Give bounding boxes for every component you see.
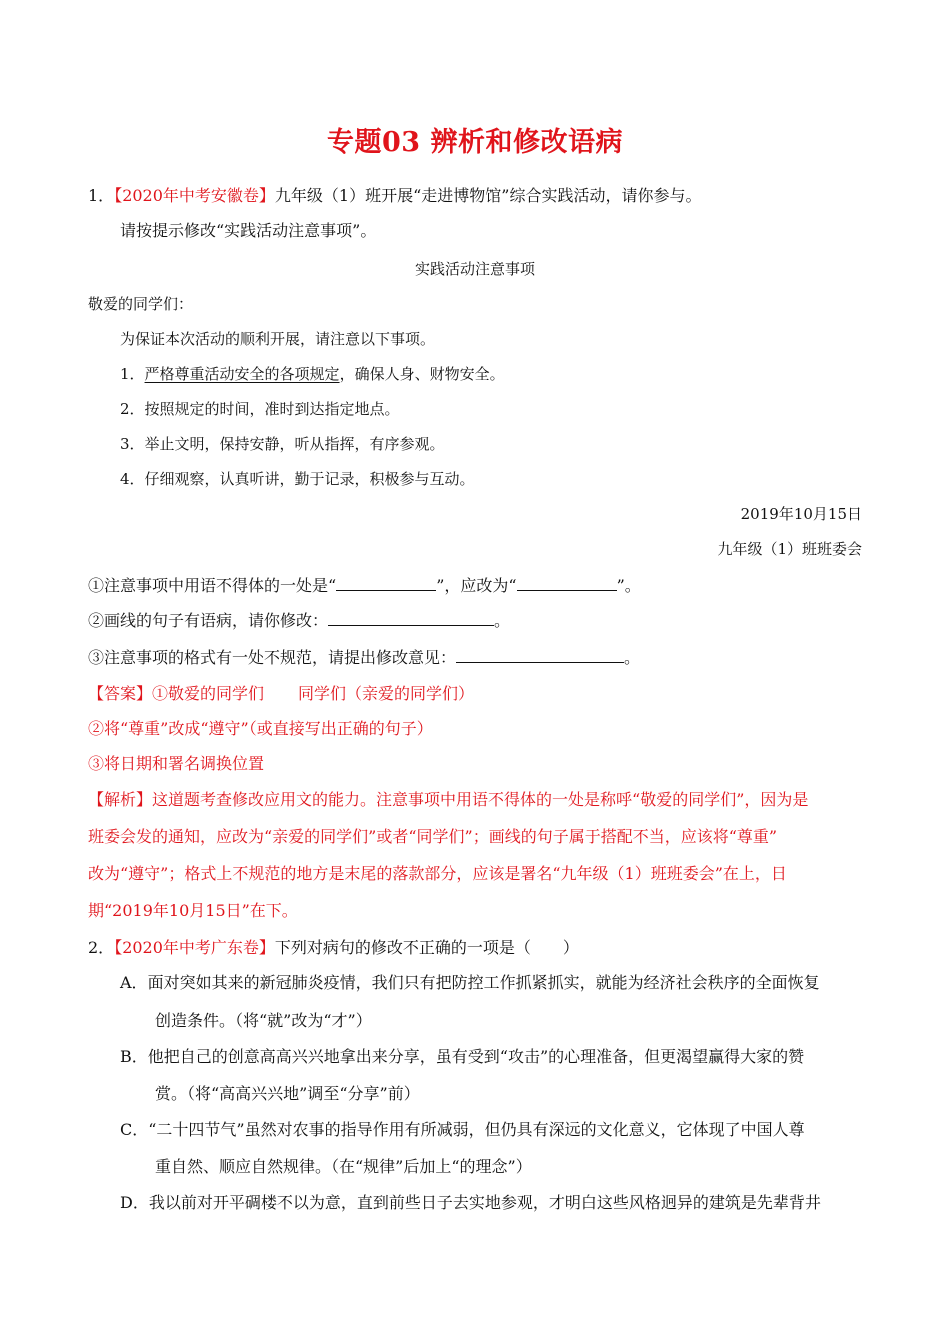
notice-item: 4．仔细观察，认真听讲，勤于记录，积极参与互动。 [120, 470, 475, 488]
notice-item: 1．严格尊重活动安全的各项规定，确保人身、财物安全。 [120, 365, 505, 383]
notice-intro: 为保证本次活动的顺利开展，请注意以下事项。 [120, 330, 436, 348]
answer-blank[interactable] [456, 648, 624, 663]
option-label: D． [120, 1193, 149, 1212]
page-title: 专题03 辨析和修改语病 [327, 127, 623, 158]
question-source: 【2020年中考安徽卷】 [114, 186, 275, 205]
option-label: B． [120, 1047, 148, 1066]
option-b-continued: 赏。（将“高高兴兴地”调至“分享”前） [155, 1084, 420, 1103]
answer-line-2: ②将“尊重”改成“遵守”（或直接写出正确的句子） [88, 719, 433, 738]
notice-item: 3．举止文明，保持安静，听从指挥，有序参观。 [120, 435, 445, 453]
answer-label: 【答案】 [88, 684, 153, 703]
option-a[interactable]: A．面对突如其来的新冠肺炎疫情，我们只有把防控工作抓紧抓实，就能为经济社会秩序的全面恢复 [120, 973, 820, 992]
option-label: C． [120, 1120, 149, 1139]
answer-blank[interactable] [336, 576, 436, 591]
option-a-continued: 创造条件。（将“就”改为“才”） [155, 1011, 372, 1030]
question-number: 1． [88, 186, 115, 205]
question-1-stem [88, 185, 701, 207]
sub-question-3: ③注意事项的格式有一处不规范，请提出修改意见： 。 [88, 648, 641, 667]
analysis-line: 班委会发的通知，应改为“亲爱的同学们”或者“同学们”；画线的句子属于搭配不当，应该将“尊重” [88, 827, 778, 846]
option-b[interactable]: B．他把自己的创意高高兴兴地拿出来分享，虽有受到“攻击”的心理准备，但更渴望赢得大家的赞 [120, 1047, 805, 1066]
question-text: 下列对病句的修改不正确的一项是（ ） [274, 938, 579, 957]
option-label: A． [120, 973, 148, 992]
option-d[interactable]: D．我以前对开平碉楼不以为意，直到前些日子去实地参观，才明白这些风格迥异的建筑是先辈背井 [120, 1193, 821, 1212]
notice-item: 2．按照规定的时间，准时到达指定地点。 [120, 400, 400, 418]
sub-question-2: ②画线的句子有语病，请你修改： 。 [88, 611, 511, 630]
answer-line-3: ③将日期和署名调换位置 [88, 754, 265, 773]
underlined-sentence: 严格尊重活动安全的各项规定 [144, 365, 340, 383]
question-source: 【2020年中考广东卷】 [114, 938, 275, 957]
answer-blank[interactable] [328, 611, 494, 626]
question-1-instruction: 请按提示修改“实践活动注意事项”。 [120, 221, 377, 240]
question-text: 九年级（1）班开展“走进博物馆”综合实践活动，请你参与。 [274, 186, 702, 205]
analysis-line: 期“2019年10月15日”在下。 [88, 901, 298, 920]
option-c[interactable]: C．“二十四节气”虽然对农事的指导作用有所减弱，但仍具有深远的文化意义，它体现了中国人尊 [120, 1120, 805, 1139]
analysis-label: 【解析】 [88, 790, 153, 809]
notice-signature: 九年级（1）班班委会 [717, 540, 862, 558]
answer-blank[interactable] [517, 576, 617, 591]
notice-salutation: 敬爱的同学们： [88, 295, 194, 313]
question-number: 2． [88, 938, 115, 957]
notice-date: 2019年10月15日 [740, 505, 862, 523]
option-c-continued: 重自然、顺应自然规律。（在“规律”后加上“的理念”） [155, 1157, 532, 1176]
sub-question-1: ①注意事项中用语不得体的一处是“ ”，应改为“ ”。 [88, 576, 641, 595]
analysis-line: 【解析】这道题考查修改应用文的能力。注意事项中用语不得体的一处是称呼“敬爱的同学们”，因为是 [88, 790, 809, 809]
notice-heading: 实践活动注意事项 [414, 260, 535, 278]
analysis-line: 改为“遵守”；格式上不规范的地方是末尾的落款部分，应该是署名“九年级（1）班班委会”在上，日 [88, 864, 787, 883]
answer-line-1: 【答案】①敬爱的同学们 同学们（亲爱的同学们） [88, 684, 475, 703]
question-2-stem [88, 937, 579, 959]
